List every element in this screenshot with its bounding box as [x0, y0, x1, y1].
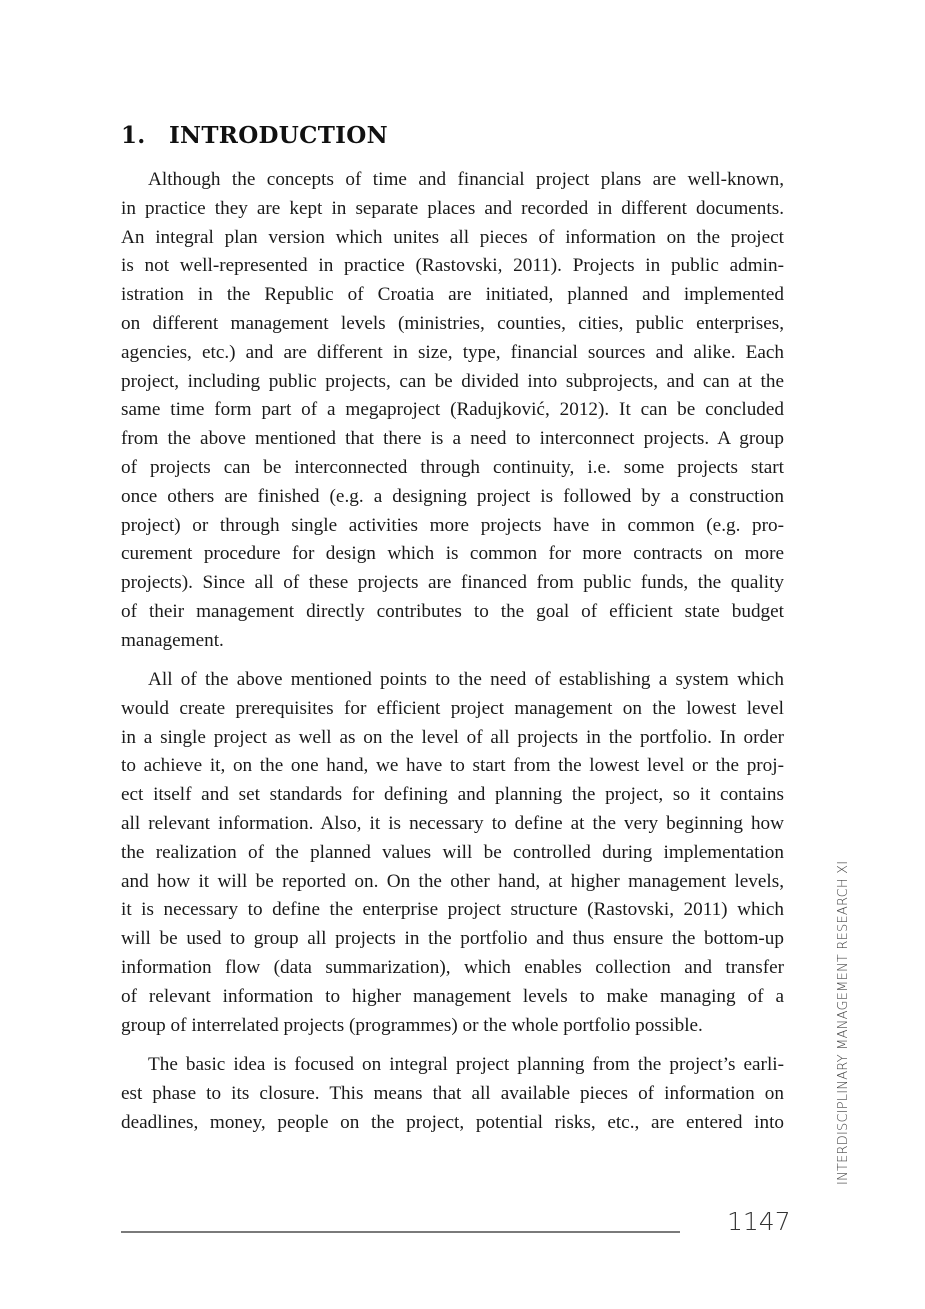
text-line: and how it will be reported on. On the other hand, at higher management levels,	[121, 870, 784, 892]
text-line: all relevant information. Also, it is necessary to define at the very beginning how	[121, 812, 784, 834]
paragraph-3	[121, 1051, 784, 1137]
text-line: in practice they are kept in separate places and recorded in different documents.	[121, 197, 784, 219]
text-line: of relevant information to higher management levels to make managing of a	[121, 985, 784, 1007]
text-line: to achieve it, on the one hand, we have to start from the lowest level or the proj-	[121, 755, 784, 777]
text-line: it is necessary to define the enterprise project structure (Rastovski, 2011) which	[121, 899, 784, 921]
text-line: information flow (data summarization), which enables collection and transfer	[121, 956, 784, 978]
text-line: on different management levels (ministries, counties, cities, public enterprises,	[121, 312, 784, 334]
text-line: All of the above mentioned points to the need of establishing a system which	[148, 669, 784, 690]
text-line: is not well-represented in practice (Rastovski, 2011). Projects in public admin-	[121, 255, 784, 277]
text-line: projects). Since all of these projects are financed from public funds, the quality	[121, 572, 784, 594]
text-line: Although the concepts of time and financial project plans are well-known,	[148, 169, 784, 190]
text-line: The basic idea is focused on integral project planning from the project’s earli-	[148, 1054, 784, 1075]
text-line: management.	[121, 629, 224, 651]
text-line: ect itself and set standards for defining and planning the project, so it contains	[121, 784, 784, 806]
text-line: of projects can be interconnected through continuity, i.e. some projects start	[121, 456, 784, 478]
page-number: 1147	[727, 1207, 791, 1236]
text-line: from the above mentioned that there is a need to interconnect projects. A group	[121, 428, 784, 450]
text-line: project, including public projects, can be divided into subprojects, and can at the	[121, 370, 784, 392]
text-line: in a single project as well as on the level of all projects in the portfolio. In order	[121, 726, 784, 748]
text-line: An integral plan version which unites all pieces of information on the project	[121, 226, 784, 248]
text-line: would create prerequisites for efficient project management on the lowest level	[121, 697, 784, 719]
text-line: deadlines, money, people on the project, potential risks, etc., are entered into	[121, 1111, 784, 1133]
paragraph-1	[121, 166, 784, 656]
text-line: same time form part of a megaproject (Radujković, 2012). It can be concluded	[121, 399, 784, 421]
text-line: the realization of the planned values will be controlled during implementation	[121, 841, 784, 863]
paragraph-2	[121, 666, 784, 1040]
text-line: agencies, etc.) and are different in size, type, financial sources and alike. Each	[121, 341, 784, 363]
running-head: INTERDISCIPLINARY MANAGEMENT RESEARCH XI	[836, 860, 851, 1185]
footer-rule	[121, 1231, 680, 1233]
section-title: INTRODUCTION	[169, 122, 388, 149]
text-line: of their management directly contributes to the goal of efficient state budget	[121, 600, 784, 622]
text-line: group of interrelated projects (programmes) or the whole portfolio possible.	[121, 1014, 703, 1036]
text-line: est phase to its closure. This means that all available pieces of information on	[121, 1082, 784, 1104]
text-line: once others are finished (e.g. a designing project is followed by a construction	[121, 485, 784, 507]
section-number: 1.	[121, 122, 146, 149]
text-line: curement procedure for design which is common for more contracts on more	[121, 543, 784, 565]
text-line: will be used to group all projects in the portfolio and thus ensure the bottom-up	[121, 928, 784, 950]
text-line: istration in the Republic of Croatia are initiated, planned and implemented	[121, 284, 784, 306]
text-line: project) or through single activities more projects have in common (e.g. pro-	[121, 514, 784, 536]
section-heading	[121, 122, 388, 149]
